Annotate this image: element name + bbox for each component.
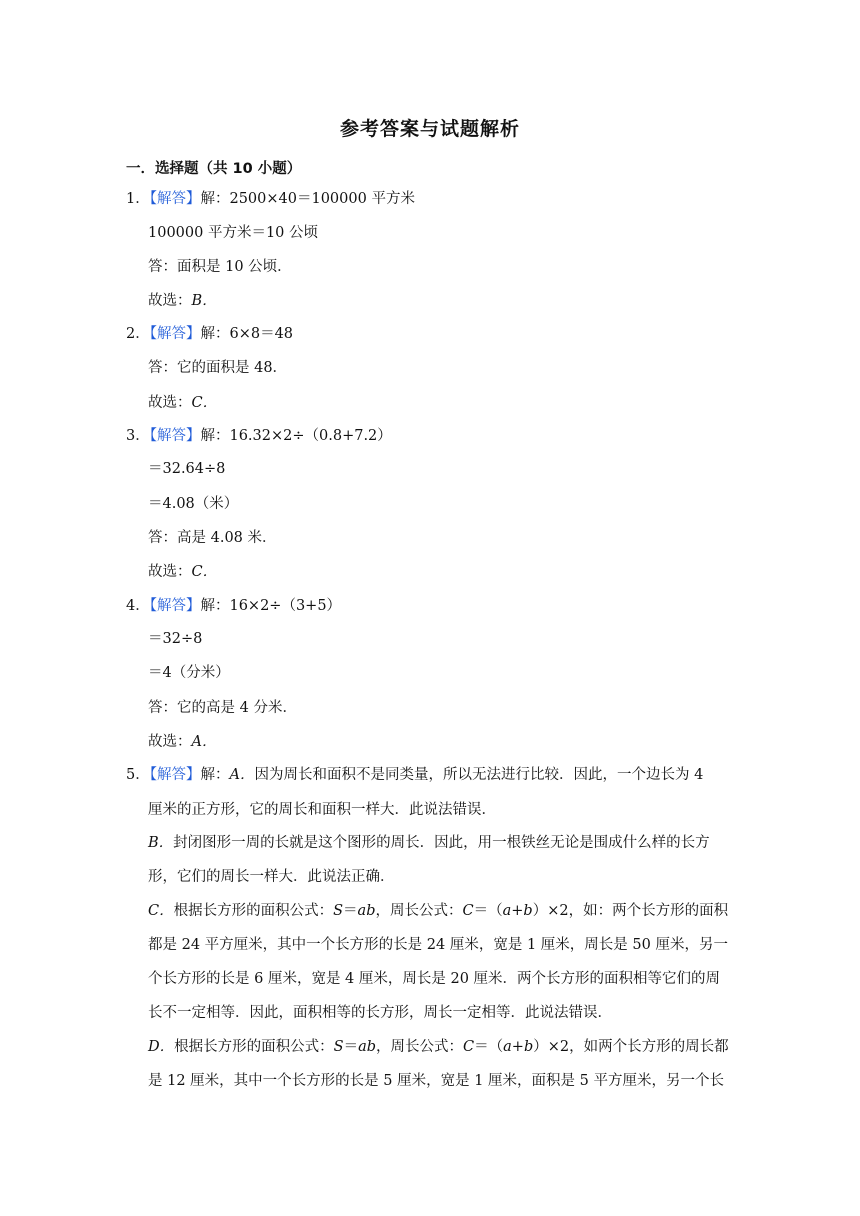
q4-line-1: 4．【解答】解：16×2÷（3+5） [126,598,342,614]
q3-line-3: ＝4.08（米） [148,496,239,512]
q5-line-a1: 5．【解答】解：A．因为周长和面积不是同类量，所以无法进行比较．因此，一个边长为 4 [126,767,704,783]
q5-line-c3: 个长方形的长是 6 厘米，宽是 4 厘米，周长是 20 厘米．两个长方形的面积相等它们的周 [148,971,721,987]
q5-line-d1: D．根据长方形的面积公式：S＝ab，周长公式：C＝（a+b）×2，如两个长方形的周长都 [148,1039,729,1055]
q5-line-b2: 形，它们的周长一样大．此说法正确． [148,869,395,885]
q4-line-4: 答：它的高是 4 分米． [148,700,297,716]
q5-line-d2: 是 12 厘米，其中一个长方形的长是 5 厘米，宽是 1 厘米，面积是 5 平方厘米，另一个长 [148,1073,724,1089]
q1-line-3: 答：面积是 10 公顷． [148,259,292,275]
q4-line-2: ＝32÷8 [148,631,203,647]
q4-choice: 故选：A． [148,734,217,750]
q4-line-3: ＝4（分米） [148,665,230,681]
answer-tag: 【解答】 [149,326,201,342]
answer-tag: 【解答】 [149,767,201,783]
q5-line-a2: 厘米的正方形，它的周长和面积一样大．此说法错误． [148,802,496,818]
q2-line-1: 2．【解答】解：6×8＝48 [126,326,294,342]
page-title: 参考答案与试题解析 [339,118,520,140]
q1-choice: 故选：B． [148,293,217,309]
q5-line-c2: 都是 24 平方厘米，其中一个长方形的长是 24 厘米，宽是 1 厘米，周长是 50 厘米，另一 [148,937,728,953]
q3-line-2: ＝32.64÷8 [148,461,226,477]
q5-line-c4: 长不一定相等．因此，面积相等的长方形，周长一定相等．此说法错误． [148,1005,612,1021]
q4-number: 4． [126,598,150,614]
q5-line-c1: C．根据长方形的面积公式：S＝ab，周长公式：C＝（a+b）×2，如：两个长方形的面积 [148,903,729,919]
q1-number: 1． [126,191,150,207]
section-heading: 一．选择题（共 10 小题） [126,161,302,177]
q2-line-2: 答：它的面积是 48． [148,360,288,376]
answer-tag: 【解答】 [149,428,201,444]
q5-line-b1: B．封闭图形一周的长就是这个图形的周长．因此，用一根铁丝无论是围成什么样的长方 [148,835,710,851]
answer-tag: 【解答】 [149,598,201,614]
q3-number: 3． [126,428,150,444]
q2-choice: 故选：C． [148,395,218,411]
q1-line-2: 100000 平方米＝10 公顷 [148,225,319,241]
q1-line-1: 1．【解答】解：2500×40＝100000 平方米 [126,191,415,207]
q3-line-1: 3．【解答】解：16.32×2÷（0.8+7.2） [126,428,392,444]
q3-choice: 故选：C． [148,564,218,580]
q5-number: 5． [126,767,150,783]
answer-tag: 【解答】 [149,191,201,207]
q2-number: 2． [126,326,150,342]
q3-line-4: 答：高是 4.08 米． [148,530,277,546]
